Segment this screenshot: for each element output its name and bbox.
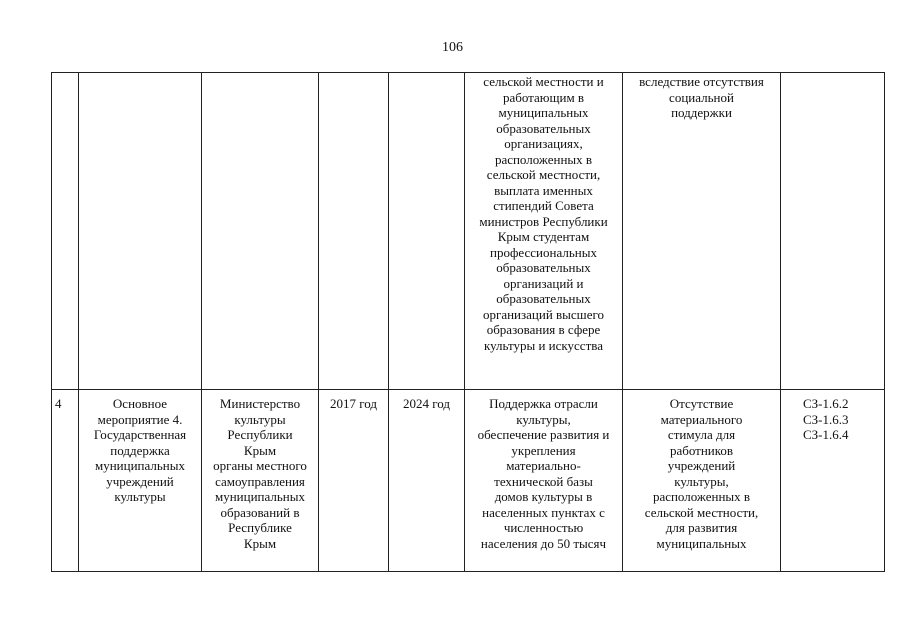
cell-indicator-codes: СЗ-1.6.2 СЗ-1.6.3 СЗ-1.6.4 bbox=[781, 390, 885, 572]
program-table bbox=[51, 72, 885, 572]
cell-end-year bbox=[389, 73, 465, 390]
cell-consequence: Отсутствие материального стимула для работников учреждений культуры, расположенных в сельской местности, для развития муниципальных bbox=[623, 390, 781, 572]
table-row-4 bbox=[52, 390, 885, 572]
cell-number: 4 bbox=[52, 390, 79, 572]
cell-event bbox=[79, 73, 202, 390]
cell-executor: Министерство культуры Республики Крым органы местного самоуправления муниципальных образований в Республике Крым bbox=[202, 390, 319, 572]
cell-start-year bbox=[319, 73, 389, 390]
cell-expected-result: сельской местности и работающим в муниципальных образовательных организациях, расположенных в сельской местности, выплата именных стипендий Совета министров Республики Крым студентам профессиональных образовательных организаций и образовательных организаций высшего образования в сфере культуры и искусства bbox=[465, 73, 623, 390]
cell-start-year: 2017 год bbox=[319, 390, 389, 572]
cell-consequence: вследствие отсутствия социальной поддержки bbox=[623, 73, 781, 390]
cell-number bbox=[52, 73, 79, 390]
cell-event: Основное мероприятие 4. Государственная поддержка муниципальных учреждений культуры bbox=[79, 390, 202, 572]
cell-end-year: 2024 год bbox=[389, 390, 465, 572]
page-number: 106 bbox=[442, 40, 463, 55]
cell-expected-result: Поддержка отрасли культуры, обеспечение развития и укрепления материально- технической базы домов культуры в населенных пунктах с численностью населения до 50 тысяч bbox=[465, 390, 623, 572]
cell-indicator-codes bbox=[781, 73, 885, 390]
cell-executor bbox=[202, 73, 319, 390]
table-row-continuation bbox=[52, 73, 885, 390]
